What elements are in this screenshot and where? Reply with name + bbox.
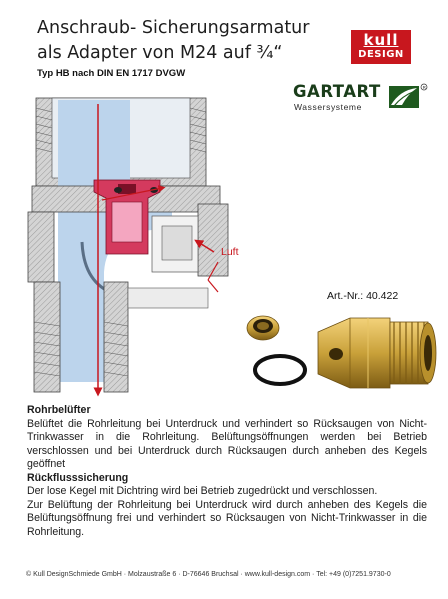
footer-contact: © Kull DesignSchmiede GmbH · Molzaustraße 6 · D-76646 Bruchsal · www.kull-design.com · Tel: +49 (0)7251.9730-0 <box>26 571 391 578</box>
gartart-logo <box>293 82 428 122</box>
small-cone-part <box>247 316 279 340</box>
gartart-leaf-icon <box>388 82 428 110</box>
title-line-2: als Adapter von M24 auf ¾“ <box>37 43 283 63</box>
kull-logo-top: kull <box>363 31 399 49</box>
section-text-rueckfluss-2: Zur Belüftung der Rohrleitung bei Unterdruck wird durch anheben des Kegels die Belüftungsöffnung frei und verhindert so Rücksaugen von Nicht-Trinkwasser in die Rohrleitung. <box>27 498 427 538</box>
kull-logo-bottom: DESIGN <box>358 49 404 60</box>
lower-body <box>34 282 208 392</box>
page-subtitle: Typ HB nach DIN EN 1717 DVGW <box>37 68 186 79</box>
kull-design-logo <box>351 30 411 64</box>
brass-adapter <box>318 318 436 388</box>
section-heading-rueckflusssicherung: Rückflusssicherung <box>27 471 129 484</box>
section-text-rueckfluss-1: Der lose Kegel mit Dichtring wird bei Betrieb zugedrückt und verschlossen. <box>27 485 378 497</box>
air-label: Luft <box>221 246 239 258</box>
title-line-1: Anschraub- Sicherungsarmatur <box>37 18 310 38</box>
section-heading-rohrbelueftter: Rohrbelüfter <box>27 404 91 416</box>
article-number: Art.-Nr.: 40.422 <box>327 290 399 302</box>
svg-text:R: R <box>422 84 426 90</box>
page-title <box>37 16 327 66</box>
product-photo <box>240 300 440 402</box>
cutaway-diagram <box>22 92 234 397</box>
gartart-logo-tagline: Wassersysteme <box>294 102 362 112</box>
section-text-rohrbelueftter: Belüftet die Rohrleitung bei Unterdruck und verhindert so Rücksaugen von Nicht-Trinkwasser in die Rohrleitung. Belüftungsöffnungen werden bei Betrieb verschlossen und bei Unterdruck durch Rücksaugen durch anheben des Kegels geöffnet <box>27 417 427 470</box>
gartart-logo-name: GARTART <box>293 82 381 101</box>
o-ring <box>255 356 305 384</box>
description-text <box>27 404 427 539</box>
